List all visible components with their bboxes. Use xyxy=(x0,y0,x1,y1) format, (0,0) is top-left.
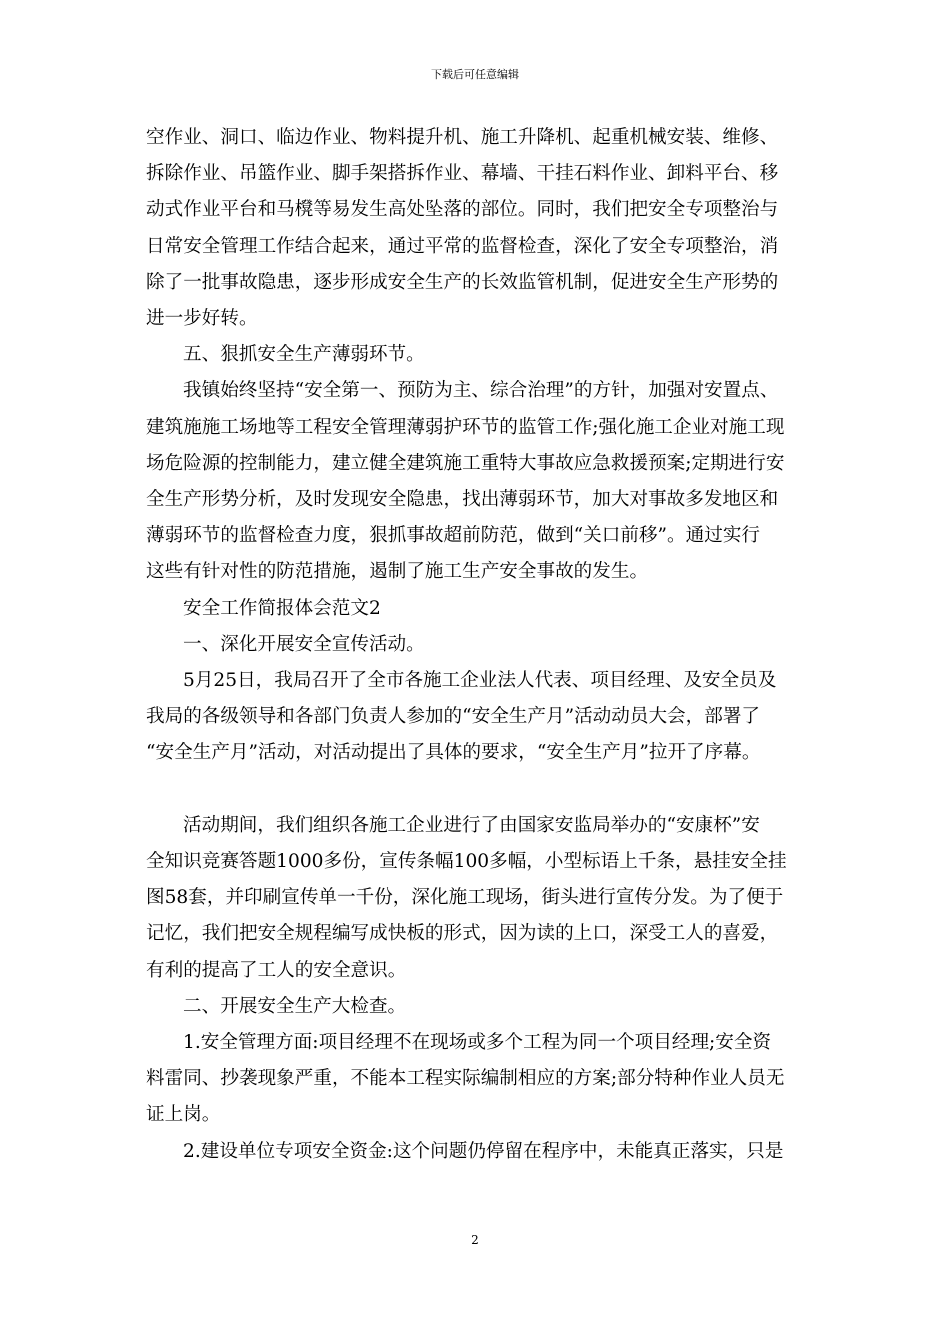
body-line: 动式作业平台和马櫈等易发生高处坠落的部位。同时，我们把安全专项整治与 xyxy=(146,199,779,221)
body-line: 这些有针对性的防范措施，遏制了施工生产安全事故的发生。 xyxy=(146,561,649,583)
body-line: 薄弱环节的监督检查力度，狠抓事故超前防范，做到“关口前移”。通过实行 xyxy=(146,525,761,547)
body-line: 我局的各级领导和各部门负责人参加的“安全生产月”活动动员大会，部署了 xyxy=(146,706,761,728)
body-line: 5月25日，我局召开了全市各施工企业法人代表、项目经理、及安全员及 xyxy=(183,670,777,692)
page-header: 下载后可任意编辑 xyxy=(431,68,519,81)
paragraph-spacer xyxy=(146,772,806,808)
body-line: 有利的提高了工人的安全意识。 xyxy=(146,959,407,981)
body-line: 全知识竞赛答题1000多份，宣传条幅100多幅，小型标语上千条，悬挂安全挂 xyxy=(146,851,787,873)
body-line: 图58套，并印刷宣传单一千份，深化施工现场，街头进行宣传分发。为了便于 xyxy=(146,887,784,909)
body-line: 建筑施施工场地等工程安全管理薄弱护环节的监管工作;强化施工企业对施工现 xyxy=(146,416,785,438)
body-line: 全生产形势分析，及时发现安全隐患，找出薄弱环节，加大对事故多发地区和 xyxy=(146,489,779,511)
body-line: 我镇始终坚持“安全第一、预防为主、综合治理”的方针，加强对安置点、 xyxy=(183,380,779,402)
body-line: 1.安全管理方面:项目经理不在现场或多个工程为同一个项目经理;安全资 xyxy=(183,1032,772,1054)
body-line: 记忆，我们把安全规程编写成快板的形式，因为读的上口，深受工人的喜爱， xyxy=(146,923,779,945)
article-title: 安全工作简报体会范文2 xyxy=(183,597,381,619)
body-line: 空作业、洞口、临边作业、物料提升机、施工升降机、起重机械安装、维修、 xyxy=(146,127,779,148)
body-line: “安全生产月”活动，对活动提出了具体的要求，“安全生产月”拉开了序幕。 xyxy=(146,742,761,764)
section-heading: 一、深化开展安全宣传活动。 xyxy=(183,633,425,655)
body-line: 拆除作业、吊篮作业、脚手架搭拆作业、幕墙、干挂石料作业、卸料平台、移 xyxy=(146,163,779,185)
page-number: 2 xyxy=(471,1233,479,1247)
body-line: 除了一批事故隐患，逐步形成安全生产的长效监管机制，促进安全生产形势的 xyxy=(146,271,779,293)
section-heading: 五、狠抓安全生产薄弱环节。 xyxy=(183,344,425,366)
body-line: 进一步好转。 xyxy=(146,308,258,330)
body-line: 证上岗。 xyxy=(146,1104,221,1126)
document-body xyxy=(146,120,806,1170)
body-line: 场危险源的控制能力，建立健全建筑施工重特大事故应急救援预案;定期进行安 xyxy=(146,452,785,474)
body-line: 活动期间，我们组织各施工企业进行了由国家安监局举办的“安康杯”安 xyxy=(183,814,760,836)
body-line: 日常安全管理工作结合起来，通过平常的监督检查，深化了安全专项整治，消 xyxy=(146,235,779,257)
body-line: 2.建设单位专项安全资金:这个问题仍停留在程序中，未能真正落实，只是 xyxy=(183,1140,784,1162)
body-line: 料雷同、抄袭现象严重，不能本工程实际编制相应的方案;部分特种作业人员无 xyxy=(146,1068,785,1090)
section-heading: 二、开展安全生产大检查。 xyxy=(183,995,407,1017)
